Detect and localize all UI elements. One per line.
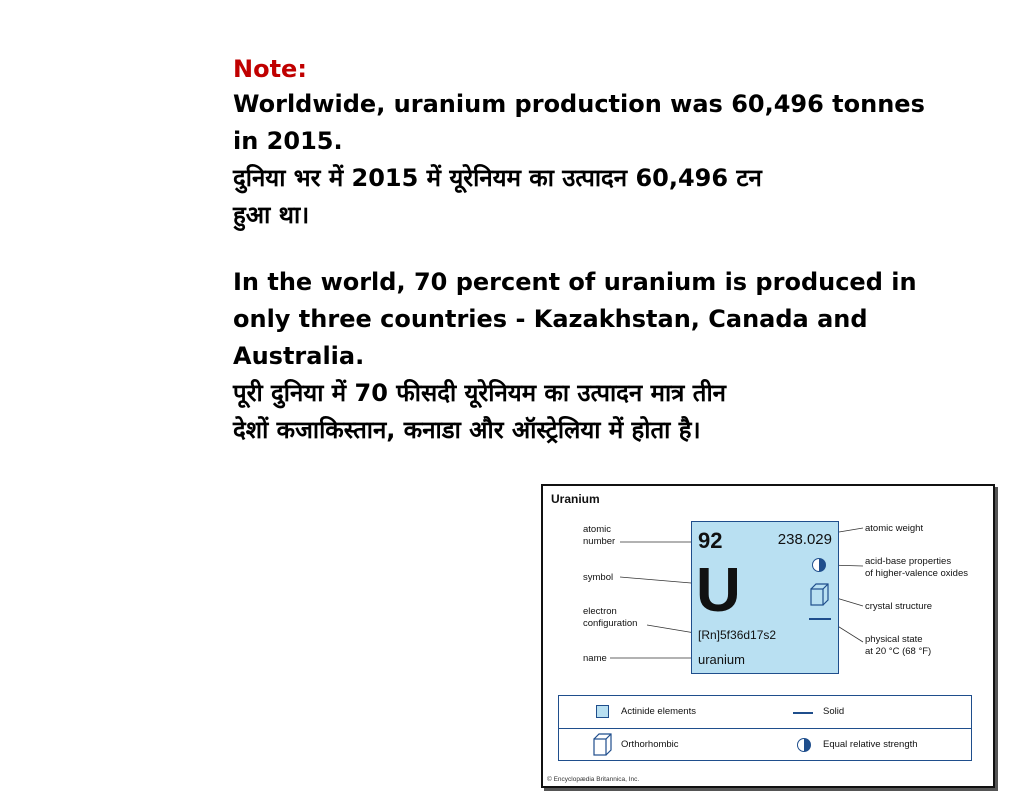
production-hindi-line-1: दुनिया भर में 2015 में यूरेनियम का उत्पादन 60,496 टन bbox=[233, 164, 762, 192]
orthorhombic-icon bbox=[809, 582, 831, 608]
label-acid-base-1: acid-base properties bbox=[865, 556, 952, 567]
label-physical-state-1: physical state bbox=[865, 634, 923, 645]
element-tile bbox=[691, 521, 839, 674]
note-label: Note: bbox=[233, 55, 307, 83]
fact-hindi-line-2: देशों कजाकिस्तान, कनाडा और ऑस्ट्रेलिया में होता है। bbox=[233, 416, 701, 444]
element-name: uranium bbox=[698, 652, 745, 667]
text-content bbox=[233, 52, 933, 449]
legend-actinide: Actinide elements bbox=[621, 706, 696, 717]
fact-line-3: Australia. bbox=[233, 342, 365, 370]
acid-base-icon bbox=[812, 558, 826, 572]
equal-strength-icon bbox=[797, 738, 811, 752]
solid-legend-line bbox=[793, 712, 813, 714]
fact-hindi-line-1: पूरी दुनिया में 70 फीसदी यूरेनियम का उत्पादन मात्र तीन bbox=[233, 379, 726, 407]
label-name: name bbox=[583, 653, 607, 664]
production-line-1: Worldwide, uranium production was 60,496 tonnes bbox=[233, 90, 925, 118]
label-atomic-number-2: number bbox=[583, 536, 616, 547]
orthorhombic-legend-icon bbox=[592, 732, 614, 758]
label-electron-2: configuration bbox=[583, 618, 638, 629]
production-line-2: in 2015. bbox=[233, 127, 343, 155]
solid-state-line bbox=[809, 618, 831, 620]
label-physical-state-2: at 20 °C (68 °F) bbox=[865, 646, 932, 657]
atomic-number: 92 bbox=[698, 528, 723, 553]
uranium-element-figure bbox=[541, 484, 995, 788]
label-crystal-structure: crystal structure bbox=[865, 601, 933, 612]
atomic-weight: 238.029 bbox=[777, 531, 832, 548]
label-atomic-number-1: atomic bbox=[583, 524, 611, 535]
label-atomic-weight: atomic weight bbox=[865, 523, 924, 534]
credit: © Encyclopædia Britannica, Inc. bbox=[547, 776, 640, 783]
fact-line-2: only three countries - Kazakhstan, Canada and bbox=[233, 305, 868, 333]
label-acid-base-2: of higher-valence oxides bbox=[865, 568, 968, 579]
spacer bbox=[233, 234, 933, 264]
legend-orthorhombic: Orthorhombic bbox=[621, 739, 679, 750]
fact-line-1: In the world, 70 percent of uranium is produced in bbox=[233, 268, 917, 296]
legend-solid: Solid bbox=[823, 706, 845, 717]
legend-divider bbox=[559, 728, 971, 729]
label-electron-1: electron bbox=[583, 606, 617, 617]
element-symbol: U bbox=[696, 556, 741, 625]
actinide-swatch-icon bbox=[596, 705, 609, 718]
legend-equal-strength: Equal relative strength bbox=[823, 739, 918, 750]
legend bbox=[558, 695, 972, 761]
production-hindi-line-2: हुआ था। bbox=[233, 201, 310, 229]
electron-configuration: [Rn]5f36d17s2 bbox=[698, 628, 777, 642]
label-symbol: symbol bbox=[583, 572, 614, 583]
figure-title: Uranium bbox=[551, 492, 600, 506]
